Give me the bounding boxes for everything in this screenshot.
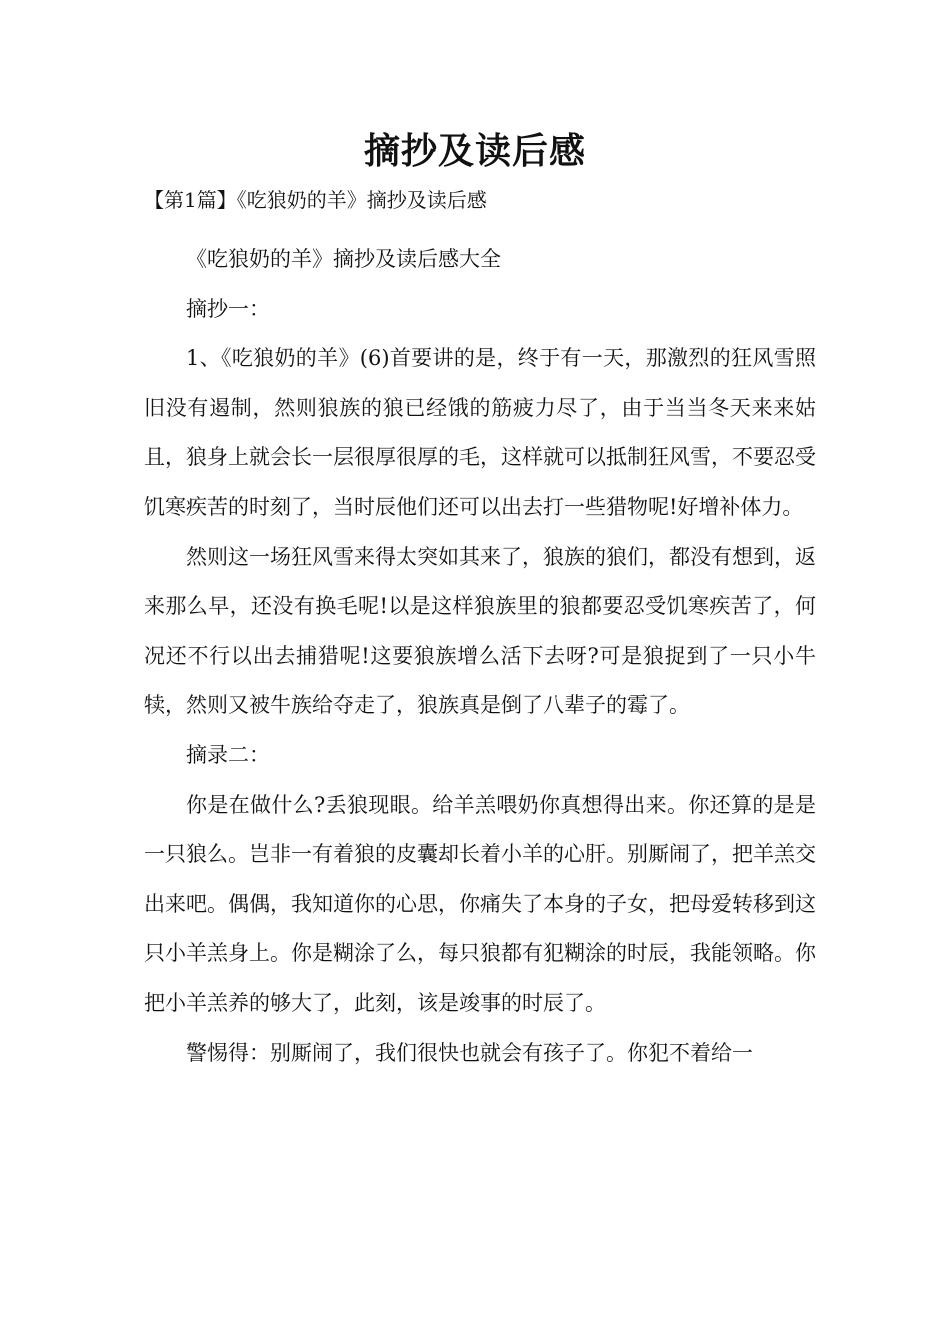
document-title: 摘抄及读后感 <box>363 131 586 172</box>
paragraph: 摘录二： <box>186 742 270 767</box>
document-body <box>144 235 816 1078</box>
paragraph: 你是在做什么?丢狼现眼。给羊羔喂奶你真想得出来。你还算的是是一只狼么。岂非一有着狼的皮囊却长着小羊的心肝。别厮闹了，把羊羔交出来吧。偶偶，我知道你的心思，你痛失了本身的子女，把母爱转移到这只小羊羔身上。你是糊涂了么，每只狼都有犯糊涂的时辰，我能领略。你把小羊羔养的够大了，此刻，该是竣事的时辰了。 <box>144 792 816 1015</box>
paragraph: 摘抄一： <box>186 296 270 321</box>
paragraph: 警惕得：别厮闹了，我们很快也就会有孩子了。你犯不着给一 <box>186 1040 753 1065</box>
paragraph: 1、《吃狼奶的羊》(6)首要讲的是，终于有一天，那激烈的狂风雪照旧没有遏制，然则狼族的狼已经饿的筋疲力尽了，由于当当冬天来来姑且，狼身上就会长一层很厚很厚的毛，这样就可以抵制狂风雪，不要忍受饥寒疾苦的时刻了，当时辰他们还可以出去打一些猎物呢!好增补体力。 <box>144 346 816 519</box>
paragraph: 《吃狼奶的羊》摘抄及读后感大全 <box>186 247 501 271</box>
paragraph: 然则这一场狂风雪来得太突如其来了，狼族的狼们，都没有想到，返来那么早，还没有换毛呢!以是这样狼族里的狼都要忍受饥寒疾苦了，何况还不行以出去捕猎呢!这要狼族增么活下去呀?可是狼捉到了一只小牛犊，然则又被牛族给夺走了，狼族真是倒了八辈子的霉了。 <box>144 544 816 718</box>
section-heading: 【第1篇】《吃狼奶的羊》摘抄及读后感 <box>144 188 487 212</box>
